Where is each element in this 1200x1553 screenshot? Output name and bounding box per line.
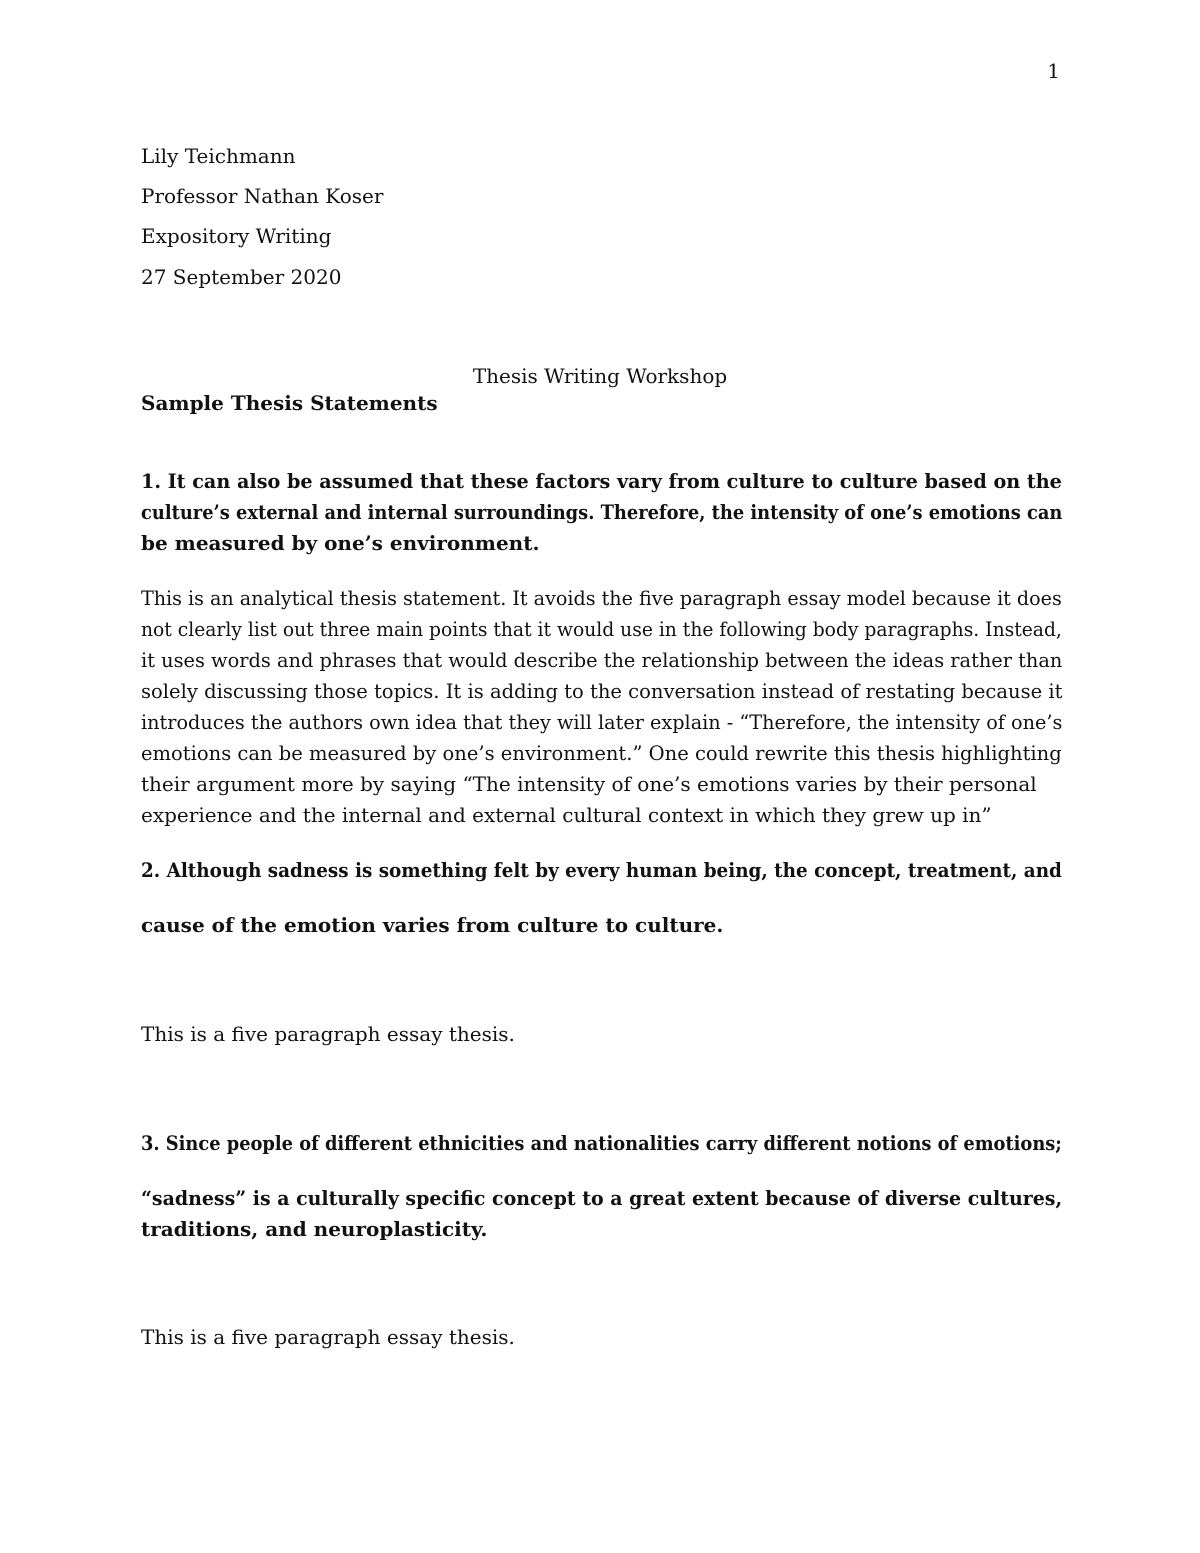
thesis-1-commentary-line: emotions can be measured by one’s environment.” One could rewrite this thesis highlighting [141, 741, 1062, 765]
thesis-3-line: “sadness” is a culturally specific concept to a great extent because of diverse cultures, [141, 1186, 1063, 1210]
thesis-1-commentary-line: This is an analytical thesis statement. It avoids the five paragraph essay model because it does [141, 586, 1062, 610]
document-title: Thesis Writing Workshop [472, 364, 728, 388]
section-heading: Sample Thesis Statements [141, 391, 438, 415]
thesis-1-line: culture’s external and internal surroundings. Therefore, the intensity of one’s emotions can [141, 500, 1063, 524]
thesis-1-commentary-line: their argument more by saying “The intensity of one’s emotions varies by their personal [141, 772, 1037, 796]
thesis-3-line: 3. Since people of different ethnicities and nationalities carry different notions of emotions; [141, 1131, 1062, 1155]
thesis-2-commentary: This is a five paragraph essay thesis. [141, 1022, 515, 1046]
date: 27 September 2020 [141, 265, 342, 289]
thesis-1-commentary-line: introduces the authors own idea that they will later explain - “Therefore, the intensity of one’s [141, 710, 1063, 734]
thesis-1-commentary-line: solely discussing those topics. It is adding to the conversation instead of restating because it [141, 679, 1063, 703]
thesis-1-line: 1. It can also be assumed that these factors vary from culture to culture based on the [141, 469, 1062, 493]
professor-name: Professor Nathan Koser [141, 184, 384, 208]
thesis-2-line: cause of the emotion varies from culture to culture. [141, 913, 724, 937]
thesis-3-commentary: This is a five paragraph essay thesis. [141, 1325, 515, 1349]
thesis-3-line: traditions, and neuroplasticity. [141, 1217, 488, 1241]
thesis-2-line: 2. Although sadness is something felt by every human being, the concept, treatment, and [141, 858, 1062, 882]
author-name: Lily Teichmann [141, 144, 296, 168]
thesis-1-line: be measured by one’s environment. [141, 531, 540, 555]
course-name: Expository Writing [141, 224, 332, 248]
thesis-1-commentary-line: experience and the internal and external cultural context in which they grew up in” [141, 803, 992, 827]
thesis-1-commentary-line: not clearly list out three main points that it would use in the following body paragraphs. Instead, [141, 617, 1062, 641]
thesis-1-commentary-line: it uses words and phrases that would describe the relationship between the ideas rather than [141, 648, 1063, 672]
page-number: 1 [1047, 59, 1060, 83]
